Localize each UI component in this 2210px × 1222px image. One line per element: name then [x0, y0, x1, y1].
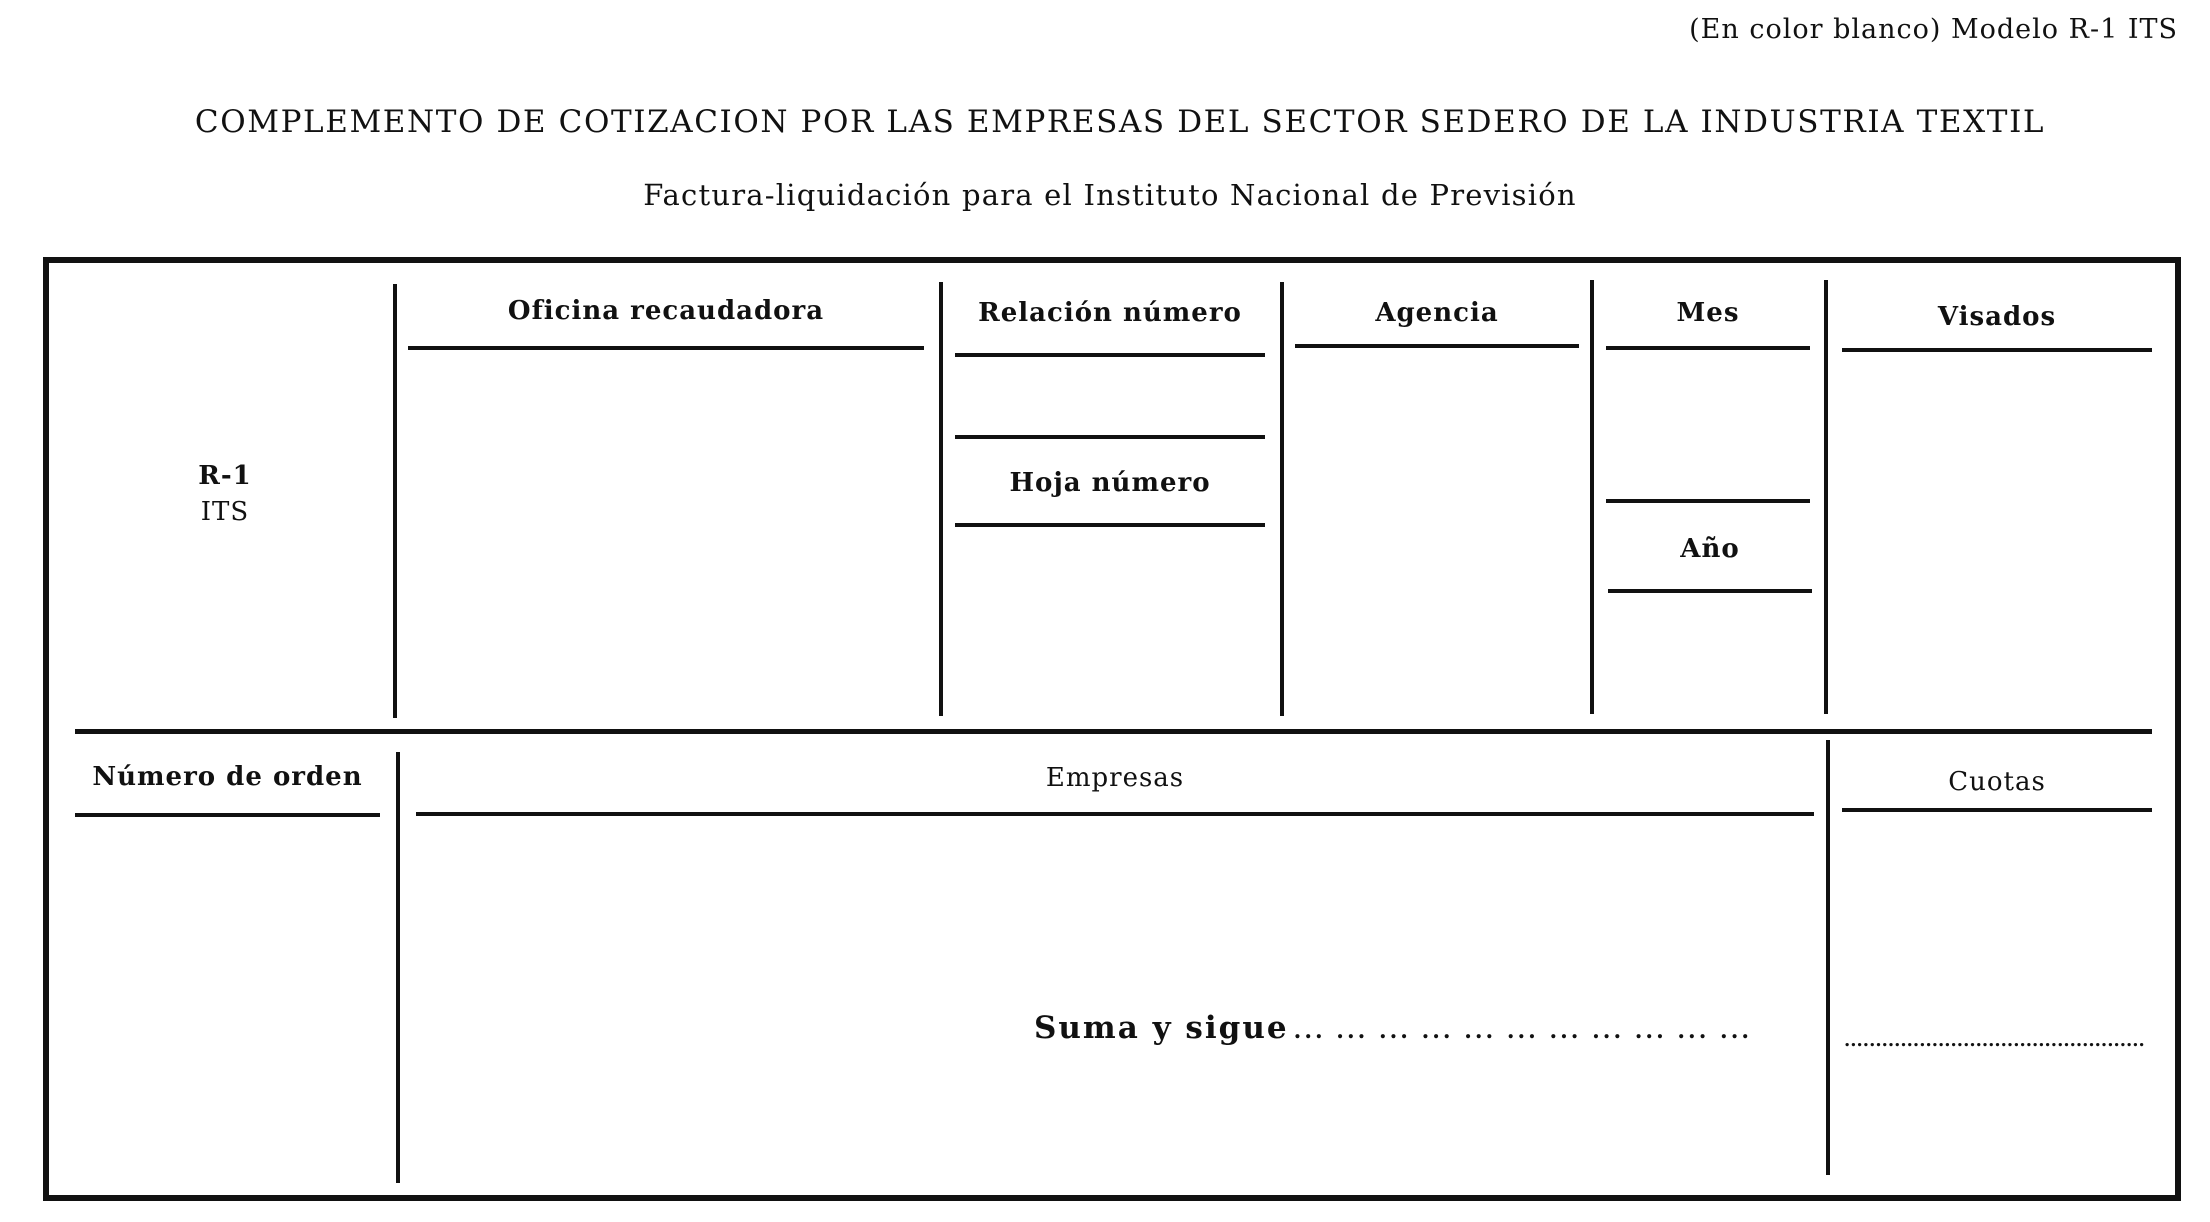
form-code-line1: R-1	[198, 461, 252, 491]
anio-underline	[1608, 589, 1812, 593]
divider-top-2	[939, 282, 943, 716]
mes-value-line	[1606, 499, 1810, 503]
divider-top-1	[393, 284, 397, 718]
mes-underline	[1606, 346, 1810, 350]
visados-label: Visados	[1937, 302, 2057, 332]
visados-underline	[1842, 348, 2152, 352]
divider-top-5	[1824, 280, 1828, 714]
form-code-line2: ITS	[200, 497, 250, 527]
agencia-label: Agencia	[1375, 298, 1499, 328]
suma-y-sigue-label: Suma y sigue	[1034, 1010, 1289, 1046]
suma-leader-dots: ... ... ... ... ... ... ... ... ... ... ...	[1293, 1018, 1753, 1044]
empresas-label: Empresas	[1045, 763, 1185, 793]
divider-top-3	[1280, 282, 1284, 716]
mes-label: Mes	[1676, 298, 1740, 328]
numero-orden-label: Número de orden	[92, 762, 363, 792]
relacion-numero-label: Relación número	[978, 298, 1242, 328]
form-code	[150, 458, 300, 530]
suma-y-sigue-row	[1034, 1010, 1752, 1046]
section-separator	[75, 729, 2152, 734]
relacion-value-line	[955, 435, 1265, 439]
relacion-underline	[955, 353, 1265, 357]
cuotas-total-dots: ................................................	[1844, 1030, 2145, 1051]
oficina-recaudadora-label: Oficina recaudadora	[507, 296, 825, 326]
divider-top-4	[1590, 280, 1594, 714]
numero-orden-underline	[75, 813, 380, 817]
hoja-underline	[955, 523, 1265, 527]
model-note: (En color blanco) Modelo R-1 ITS	[1689, 14, 2178, 45]
divider-bottom-2	[1826, 740, 1830, 1175]
cuotas-underline	[1842, 808, 2152, 812]
divider-bottom-1	[396, 752, 400, 1183]
oficina-underline	[408, 346, 924, 350]
form-title: COMPLEMENTO DE COTIZACION POR LAS EMPRESAS DEL SECTOR SEDERO DE LA INDUSTRIA TEXTIL	[194, 104, 2046, 140]
hoja-numero-label: Hoja número	[1009, 468, 1211, 498]
anio-label: Año	[1680, 534, 1740, 564]
form-subtitle: Factura-liquidación para el Instituto Nacional de Previsión	[643, 178, 1577, 212]
empresas-underline	[416, 812, 1814, 816]
agencia-underline	[1295, 344, 1579, 348]
cuotas-label: Cuotas	[1948, 767, 2046, 797]
